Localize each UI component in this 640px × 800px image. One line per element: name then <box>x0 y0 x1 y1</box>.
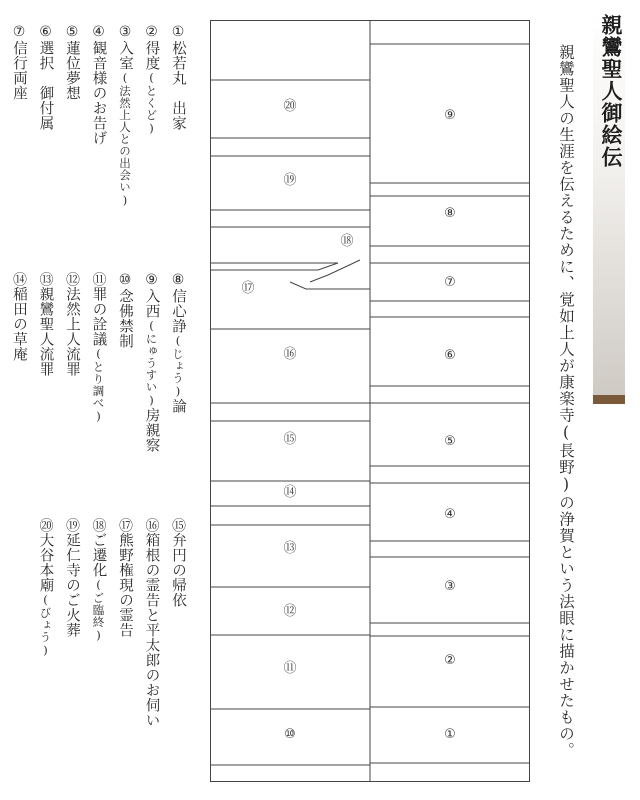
legend-item-text: 蓮位夢想 <box>64 40 80 101</box>
legend-item <box>89 24 110 146</box>
legend-item-number: ⑯ <box>143 518 160 533</box>
right-section-number: ② <box>444 653 456 668</box>
legend-item-reading: (ご臨終) <box>91 577 106 643</box>
legend-item-text-suffix: 論 <box>170 398 186 414</box>
page-subtitle: 親鸞聖人の生涯を伝えるために、覚如上人が康楽寺(長野)の浄賀という法眼に描かせたもの。 <box>557 44 575 759</box>
right-section-number: ④ <box>444 507 456 522</box>
left-section-number: ⑮ <box>283 432 297 447</box>
legend-item <box>142 518 163 728</box>
legend-item-number: ⑫ <box>64 272 80 287</box>
right-section-number: ⑨ <box>444 108 456 123</box>
legend-item-reading: (とくど) <box>144 70 159 136</box>
legend-item-text: 観音様のお告げ <box>90 40 107 146</box>
legend-item-text: 熊野権現の霊告 <box>117 532 133 638</box>
legend-item-number: ② <box>143 24 160 41</box>
legend-item-number: ⑦ <box>11 24 27 41</box>
right-section-number: ③ <box>444 579 456 594</box>
left-section-number: ⑪ <box>283 661 297 676</box>
legend-item-number: ⑰ <box>117 518 133 533</box>
legend-item <box>62 24 83 101</box>
legend-item-text: 稲田の草庵 <box>11 286 27 362</box>
legend-item-number: ⑩ <box>117 272 133 289</box>
legend-item <box>36 518 57 658</box>
legend-item-text: 親鸞聖人流罪 <box>37 286 54 377</box>
legend-item-text: 箱根の霊告と平太郎のお伺い <box>143 532 160 728</box>
legend-item <box>9 24 30 101</box>
right-section-number: ⑦ <box>444 275 456 290</box>
legend-item <box>89 272 110 424</box>
left-section-number: ⑭ <box>283 485 297 500</box>
legend-item-reading: (法然上人との出会い) <box>118 70 132 208</box>
legend-item <box>142 272 163 453</box>
legend-item-reading: (とり調べ) <box>91 346 106 424</box>
legend-item-text: ご遷化 <box>90 532 107 578</box>
legend-item-text: 弁円の帰依 <box>170 532 186 608</box>
legend-item <box>9 272 30 362</box>
legend-item <box>168 24 189 131</box>
legend-item-text: 松若丸 出家 <box>170 40 186 131</box>
legend-item-text-suffix: 房親察 <box>143 407 160 453</box>
legend-item-text: 延仁寺のご火葬 <box>64 532 80 638</box>
legend-item-number: ⑲ <box>64 518 80 533</box>
legend-item-number: ⑪ <box>90 272 107 287</box>
left-section-number: ⑯ <box>283 347 297 362</box>
legend-item-number: ⑮ <box>170 518 186 533</box>
legend-item-number: ⑳ <box>37 518 54 533</box>
legend-item-number: ⑨ <box>143 272 160 289</box>
legend-item-number: ⑭ <box>11 272 27 287</box>
legend-item-number: ⑱ <box>90 518 107 533</box>
left-section-number: ⑱ <box>340 234 354 249</box>
right-section-number: ⑤ <box>444 434 456 449</box>
right-section-number: ⑧ <box>444 206 456 221</box>
legend-item <box>36 24 57 131</box>
legend-item-text: 入室 <box>117 40 133 71</box>
left-section-number: ⑩ <box>284 727 296 742</box>
legend-item <box>62 272 83 377</box>
page-title: 親鸞聖人御絵伝 <box>599 14 624 168</box>
left-section-number: ⑲ <box>283 173 297 188</box>
legend-item-text: 選択 御付属 <box>37 40 54 131</box>
legend-item-number: ③ <box>117 24 133 41</box>
left-section-number: ⑫ <box>283 604 297 619</box>
legend-item-text: 罪の詮議 <box>90 286 107 347</box>
legend-item-text: 入西 <box>143 288 160 319</box>
legend-item-number: ⑥ <box>37 24 54 41</box>
legend-item-reading: (びょう) <box>38 592 53 658</box>
left-section-number: ⑬ <box>283 541 297 556</box>
legend-item <box>62 518 83 638</box>
legend-item-number: ④ <box>90 24 107 41</box>
legend-item <box>168 272 189 414</box>
legend-item-text: 念佛禁制 <box>117 288 133 349</box>
right-section-number: ⑥ <box>444 348 456 363</box>
legend-item <box>36 272 57 377</box>
legend-item <box>89 518 110 643</box>
legend-item-number: ① <box>170 24 186 41</box>
legend-item-text: 信心諍 <box>170 288 186 334</box>
left-section-number: ⑳ <box>283 99 297 114</box>
legend-item-reading: (じょう) <box>171 333 185 399</box>
legend-item-text: 大谷本廟 <box>37 532 54 593</box>
legend-item <box>115 24 136 208</box>
legend-item <box>142 24 163 136</box>
right-section-number: ① <box>444 727 456 742</box>
legend-item <box>115 518 136 638</box>
legend-item-reading: (にゅうすい) <box>144 318 159 408</box>
legend-item-number: ⑬ <box>37 272 54 287</box>
left-section-number: ⑰ <box>241 281 255 296</box>
legend-item-text: 得度 <box>143 40 160 71</box>
legend-item-number: ⑧ <box>170 272 186 289</box>
legend-item <box>168 518 189 608</box>
title-bar-accent <box>593 395 625 404</box>
legend-item-text: 信行両座 <box>11 40 27 101</box>
legend-item-text: 法然上人流罪 <box>64 286 80 377</box>
legend-item-number: ⑤ <box>64 24 80 41</box>
scroll-panel-diagram <box>210 20 530 782</box>
legend-item <box>115 272 136 349</box>
